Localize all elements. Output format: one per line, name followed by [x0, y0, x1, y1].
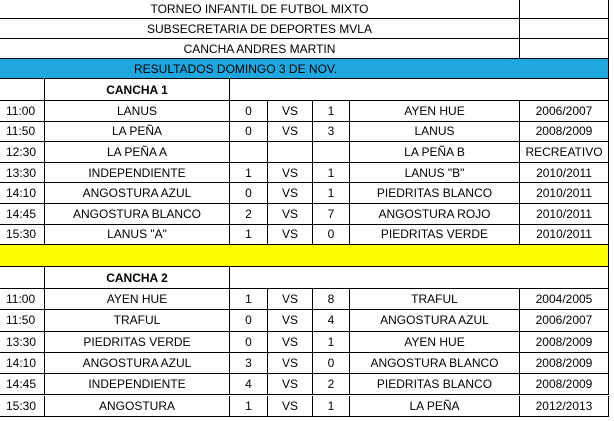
away-team: LANUS	[350, 122, 520, 143]
match-row	[0, 204, 614, 225]
home-score: 0	[230, 310, 268, 331]
home-score: 3	[230, 353, 268, 374]
separator-row	[0, 245, 614, 267]
away-team: ANGOSTURA ROJO	[350, 204, 520, 225]
vs-label: VS	[268, 183, 313, 204]
home-team: ANGOSTURA AZUL	[45, 353, 230, 374]
blank-cell	[230, 267, 609, 289]
match-time: 12:30	[0, 142, 45, 163]
away-team: ANGOSTURA BLANCO	[350, 353, 520, 374]
away-score: 8	[313, 289, 350, 310]
away-team: PIEDRITAS BLANCO	[350, 183, 520, 204]
category: 2010/2011	[520, 183, 609, 204]
category: 2006/2007	[520, 310, 609, 331]
home-team: ANGOSTURA AZUL	[45, 183, 230, 204]
results-date-banner: RESULTADOS DOMINGO 3 DE NOV.	[0, 59, 609, 79]
vs-label: VS	[268, 163, 313, 184]
home-score: 0	[230, 332, 268, 353]
home-score: 1	[230, 225, 268, 246]
vs-label: VS	[268, 396, 313, 417]
away-score: 4	[313, 310, 350, 331]
blank-cell	[520, 39, 609, 59]
away-team: AYEN HUE	[350, 101, 520, 122]
home-score: 0	[230, 183, 268, 204]
match-row	[0, 353, 614, 374]
match-time: 11:00	[0, 101, 45, 122]
cancha2-title: CANCHA 2	[45, 267, 230, 289]
home-team: ANGOSTURA BLANCO	[45, 204, 230, 225]
vs-label: VS	[268, 289, 313, 310]
vs-label: VS	[268, 204, 313, 225]
home-score: 1	[230, 396, 268, 417]
home-team: AYEN HUE	[45, 289, 230, 310]
home-team: LANUS "A"	[45, 225, 230, 246]
away-team: TRAFUL	[350, 289, 520, 310]
match-row	[0, 396, 614, 417]
home-score	[230, 142, 268, 163]
title-row	[0, 0, 614, 19]
home-team: LANUS	[45, 101, 230, 122]
category: 2008/2009	[520, 353, 609, 374]
away-team: ANGOSTURA AZUL	[350, 310, 520, 331]
home-score: 4	[230, 374, 268, 395]
vs-label: VS	[268, 332, 313, 353]
match-time: 11:50	[0, 310, 45, 331]
subtitle-row	[0, 19, 614, 39]
away-team: LA PEÑA B	[350, 142, 520, 163]
category: 2010/2011	[520, 225, 609, 246]
category: 2008/2009	[520, 122, 609, 143]
away-score: 3	[313, 122, 350, 143]
match-time: 14:10	[0, 353, 45, 374]
match-row	[0, 142, 614, 163]
home-team: INDEPENDIENTE	[45, 163, 230, 184]
venue-name: CANCHA ANDRES MARTIN	[0, 39, 520, 59]
away-team: LANUS "B"	[350, 163, 520, 184]
banner-row	[0, 59, 614, 79]
category: RECREATIVO	[520, 142, 609, 163]
match-time: 14:10	[0, 183, 45, 204]
match-row	[0, 101, 614, 122]
category: 2010/2011	[520, 204, 609, 225]
match-row	[0, 183, 614, 204]
away-team: PIEDRITAS VERDE	[350, 225, 520, 246]
yellow-separator	[0, 245, 609, 267]
blank-cell	[520, 19, 609, 39]
away-score: 1	[313, 332, 350, 353]
home-team: LA PEÑA	[45, 122, 230, 143]
home-team: PIEDRITAS VERDE	[45, 332, 230, 353]
match-time: 14:45	[0, 374, 45, 395]
blank-cell	[230, 79, 609, 101]
category: 2008/2009	[520, 332, 609, 353]
match-time: 11:50	[0, 122, 45, 143]
blank-cell	[0, 267, 45, 289]
match-row	[0, 163, 614, 184]
away-score: 1	[313, 183, 350, 204]
match-row	[0, 332, 614, 353]
away-score: 1	[313, 101, 350, 122]
away-team: AYEN HUE	[350, 332, 520, 353]
away-score: 0	[313, 353, 350, 374]
away-team: PIEDRITAS BLANCO	[350, 374, 520, 395]
home-score: 2	[230, 204, 268, 225]
match-time: 11:00	[0, 289, 45, 310]
home-team: LA PEÑA A	[45, 142, 230, 163]
home-score: 1	[230, 163, 268, 184]
blank-cell	[0, 79, 45, 101]
match-time: 15:30	[0, 396, 45, 417]
away-score: 1	[313, 396, 350, 417]
vs-label: VS	[268, 374, 313, 395]
match-row	[0, 289, 614, 310]
blank-cell	[520, 0, 609, 19]
match-time: 15:30	[0, 225, 45, 246]
match-time: 13:30	[0, 332, 45, 353]
venue-row	[0, 39, 614, 59]
category: 2006/2007	[520, 101, 609, 122]
home-team: TRAFUL	[45, 310, 230, 331]
away-score: 1	[313, 163, 350, 184]
away-team: LA PEÑA	[350, 396, 520, 417]
match-row	[0, 374, 614, 395]
home-score: 0	[230, 101, 268, 122]
vs-label: VS	[268, 101, 313, 122]
cancha1-title: CANCHA 1	[45, 79, 230, 101]
away-score	[313, 142, 350, 163]
tournament-title: TORNEO INFANTIL DE FUTBOL MIXTO	[0, 0, 520, 19]
cancha1-header-row	[0, 79, 614, 101]
match-row	[0, 225, 614, 246]
category: 2010/2011	[520, 163, 609, 184]
organizer-subtitle: SUBSECRETARIA DE DEPORTES MVLA	[0, 19, 520, 39]
home-score: 1	[230, 289, 268, 310]
away-score: 0	[313, 225, 350, 246]
vs-label: VS	[268, 310, 313, 331]
vs-label: VS	[268, 353, 313, 374]
match-time: 14:45	[0, 204, 45, 225]
away-score: 2	[313, 374, 350, 395]
vs-label	[268, 142, 313, 163]
category: 2012/2013	[520, 396, 609, 417]
home-score: 0	[230, 122, 268, 143]
category: 2004/2005	[520, 289, 609, 310]
match-row	[0, 122, 614, 143]
match-time: 13:30	[0, 163, 45, 184]
home-team: INDEPENDIENTE	[45, 374, 230, 395]
vs-label: VS	[268, 122, 313, 143]
away-score: 7	[313, 204, 350, 225]
vs-label: VS	[268, 225, 313, 246]
category: 2008/2009	[520, 374, 609, 395]
home-team: ANGOSTURA	[45, 396, 230, 417]
match-row	[0, 310, 614, 331]
cancha2-header-row	[0, 267, 614, 289]
